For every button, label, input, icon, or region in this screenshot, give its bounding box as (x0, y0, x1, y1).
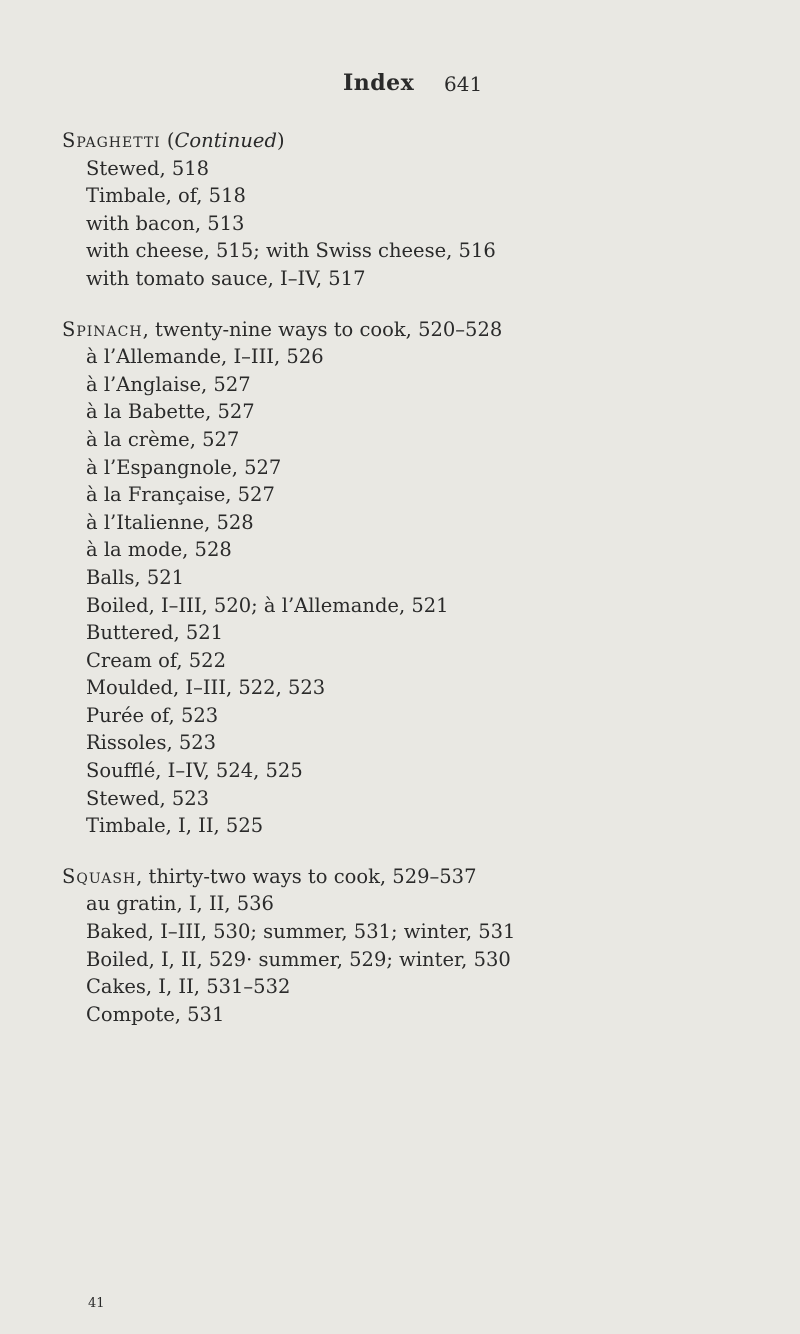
sub-entry-list (62, 343, 782, 840)
sub-entry: à la mode, 528 (86, 538, 232, 562)
sub-entry: Stewed, 523 (86, 786, 210, 810)
sub-entry: Boiled, I–III, 520; à l’Allemande, 521 (86, 593, 449, 617)
index-entry-spaghetti (62, 127, 782, 293)
sub-entry: with tomato sauce, I–IV, 517 (86, 266, 366, 290)
sub-entry: Boiled, I, II, 529· summer, 529; winter, 530 (86, 947, 511, 971)
sub-entry: à l’Italienne, 528 (86, 510, 254, 534)
index-entry-spinach (62, 316, 782, 840)
running-head (0, 70, 800, 104)
sub-entry: Stewed, 518 (86, 156, 210, 180)
sub-entry: Balls, 521 (86, 565, 185, 589)
sub-entry: Cakes, I, II, 531–532 (86, 975, 291, 999)
entry-term: Spinach (62, 317, 143, 341)
entry-suffix-pre: ( (160, 129, 175, 152)
sub-entry: à l’Anglaise, 527 (86, 372, 251, 396)
sub-entry: with cheese, 515; with Swiss cheese, 516 (86, 239, 496, 263)
sub-entry: à la crème, 527 (86, 427, 240, 451)
entry-heading (62, 863, 782, 891)
entry-term: Squash (62, 864, 137, 888)
sub-entry: au gratin, I, II, 536 (86, 892, 274, 916)
running-head-title: Index (343, 70, 415, 96)
sub-entry: à la Babette, 527 (86, 400, 255, 424)
signature-mark: 41 (88, 1296, 105, 1311)
index-entry-squash (62, 863, 782, 1029)
sub-entry-list (62, 155, 782, 293)
sub-entry: Moulded, I–III, 522, 523 (86, 676, 326, 700)
sub-entry: with bacon, 513 (86, 211, 245, 235)
sub-entry: à la Française, 527 (86, 483, 275, 507)
continued-label: Continued (174, 129, 277, 152)
sub-entry: à l’Allemande, I–III, 526 (86, 345, 324, 369)
sub-entry: Rissoles, 523 (86, 731, 217, 755)
sub-entry: Compote, 531 (86, 1002, 225, 1026)
sub-entry: Soufflé, I–IV, 524, 525 (86, 759, 303, 783)
entry-suffix: , twenty-nine ways to cook, 520–528 (142, 317, 503, 341)
sub-entry: Baked, I–III, 530; summer, 531; winter, 531 (86, 920, 516, 944)
sub-entry: Purée of, 523 (86, 703, 219, 727)
entry-heading (62, 316, 782, 344)
entry-heading (62, 127, 782, 155)
entry-term: Spaghetti (62, 129, 161, 152)
index-content (62, 127, 782, 1028)
sub-entry: Cream of, 522 (86, 648, 226, 672)
sub-entry: Buttered, 521 (86, 621, 224, 645)
sub-entry: Timbale, I, II, 525 (86, 814, 264, 838)
sub-entry-list (62, 890, 782, 1028)
entry-suffix-post: ) (276, 129, 285, 152)
entry-suffix: , thirty-two ways to cook, 529–537 (136, 864, 477, 888)
sub-entry: à l’Espangnole, 527 (86, 455, 282, 479)
page-number: 641 (444, 72, 483, 96)
sub-entry: Timbale, of, 518 (86, 184, 246, 208)
